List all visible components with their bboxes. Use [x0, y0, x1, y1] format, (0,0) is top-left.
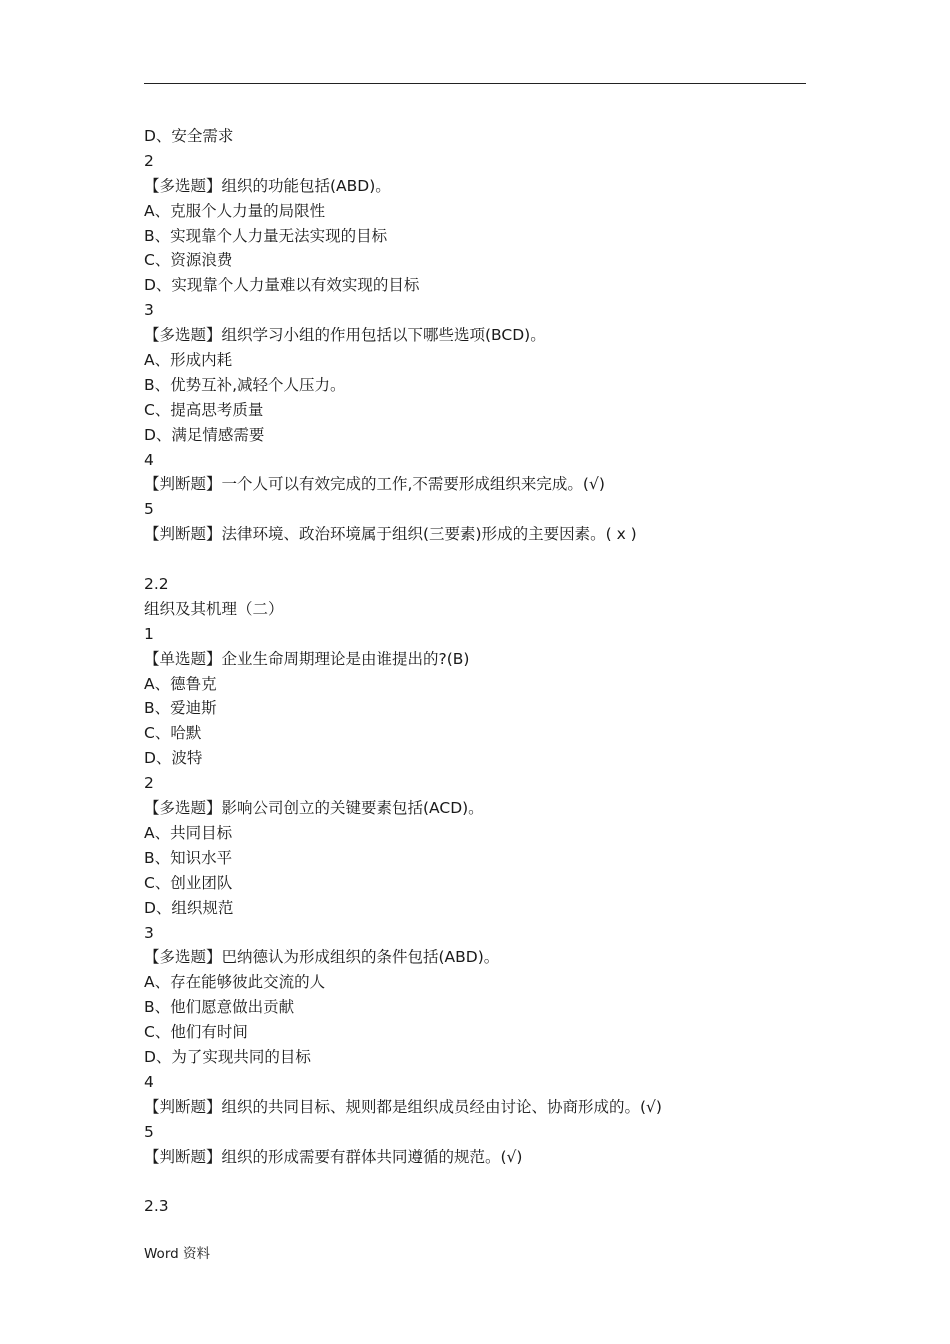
option-line: B、知识水平 [144, 848, 233, 867]
question-number: 1 [144, 624, 154, 643]
option-line: C、资源浪费 [144, 251, 233, 270]
question-number: 3 [144, 923, 154, 942]
question-text: 【单选题】企业生命周期理论是由谁提出的?(B) [144, 649, 470, 668]
question-number: 2 [144, 151, 154, 170]
section-number: 2.2 [144, 575, 169, 594]
question-number: 4 [144, 450, 154, 469]
section-title: 组织及其机理（二） [144, 599, 284, 618]
option-line: B、他们愿意做出贡献 [144, 998, 295, 1017]
blank-line [144, 547, 806, 572]
footer-label: Word 资料 [144, 1246, 210, 1262]
question-number: 2 [144, 774, 154, 793]
header-rule [144, 83, 806, 84]
option-line: C、哈默 [144, 724, 202, 743]
option-line: A、存在能够彼此交流的人 [144, 973, 326, 992]
question-text: 【判断题】组织的形成需要有群体共同遵循的规范。(√) [144, 1147, 523, 1166]
option-line: D、实现靠个人力量难以有效实现的目标 [144, 276, 420, 295]
option-line: B、爱迪斯 [144, 699, 217, 718]
option-line: C、他们有时间 [144, 1023, 248, 1042]
option-line: C、创业团队 [144, 873, 233, 892]
option-line: A、克服个人力量的局限性 [144, 201, 326, 220]
question-number: 3 [144, 301, 154, 320]
option-line: C、提高思考质量 [144, 400, 264, 419]
option-line: A、形成内耗 [144, 351, 233, 370]
option-line: A、德鲁克 [144, 674, 217, 693]
question-text: 【多选题】影响公司创立的关键要素包括(ACD)。 [144, 799, 484, 818]
blank-line [144, 1169, 806, 1194]
text-line: D、安全需求 [144, 127, 234, 145]
question-text: 【多选题】巴纳德认为形成组织的条件包括(ABD)。 [144, 948, 500, 967]
option-line: B、优势互补,减轻个人压力。 [144, 375, 346, 394]
section-number: 2.3 [144, 1197, 169, 1216]
question-number: 4 [144, 1072, 154, 1091]
option-line: D、组织规范 [144, 898, 234, 917]
question-text: 【多选题】组织学习小组的作用包括以下哪些选项(BCD)。 [144, 326, 546, 345]
option-line: D、满足情感需要 [144, 425, 265, 444]
document-body [144, 124, 806, 1219]
question-text: 【多选题】组织的功能包括(ABD)。 [144, 176, 391, 195]
option-line: A、共同目标 [144, 823, 233, 842]
option-line: B、实现靠个人力量无法实现的目标 [144, 226, 388, 245]
question-text: 【判断题】法律环境、政治环境属于组织(三要素)形成的主要因素。( x ) [144, 525, 637, 544]
question-number: 5 [144, 1122, 154, 1141]
question-number: 5 [144, 500, 154, 519]
option-line: D、波特 [144, 749, 203, 768]
option-line: D、为了实现共同的目标 [144, 1047, 311, 1066]
question-text: 【判断题】一个人可以有效完成的工作,不需要形成组织来完成。(√) [144, 475, 605, 494]
question-text: 【判断题】组织的共同目标、规则都是组织成员经由讨论、协商形成的。(√) [144, 1097, 662, 1116]
